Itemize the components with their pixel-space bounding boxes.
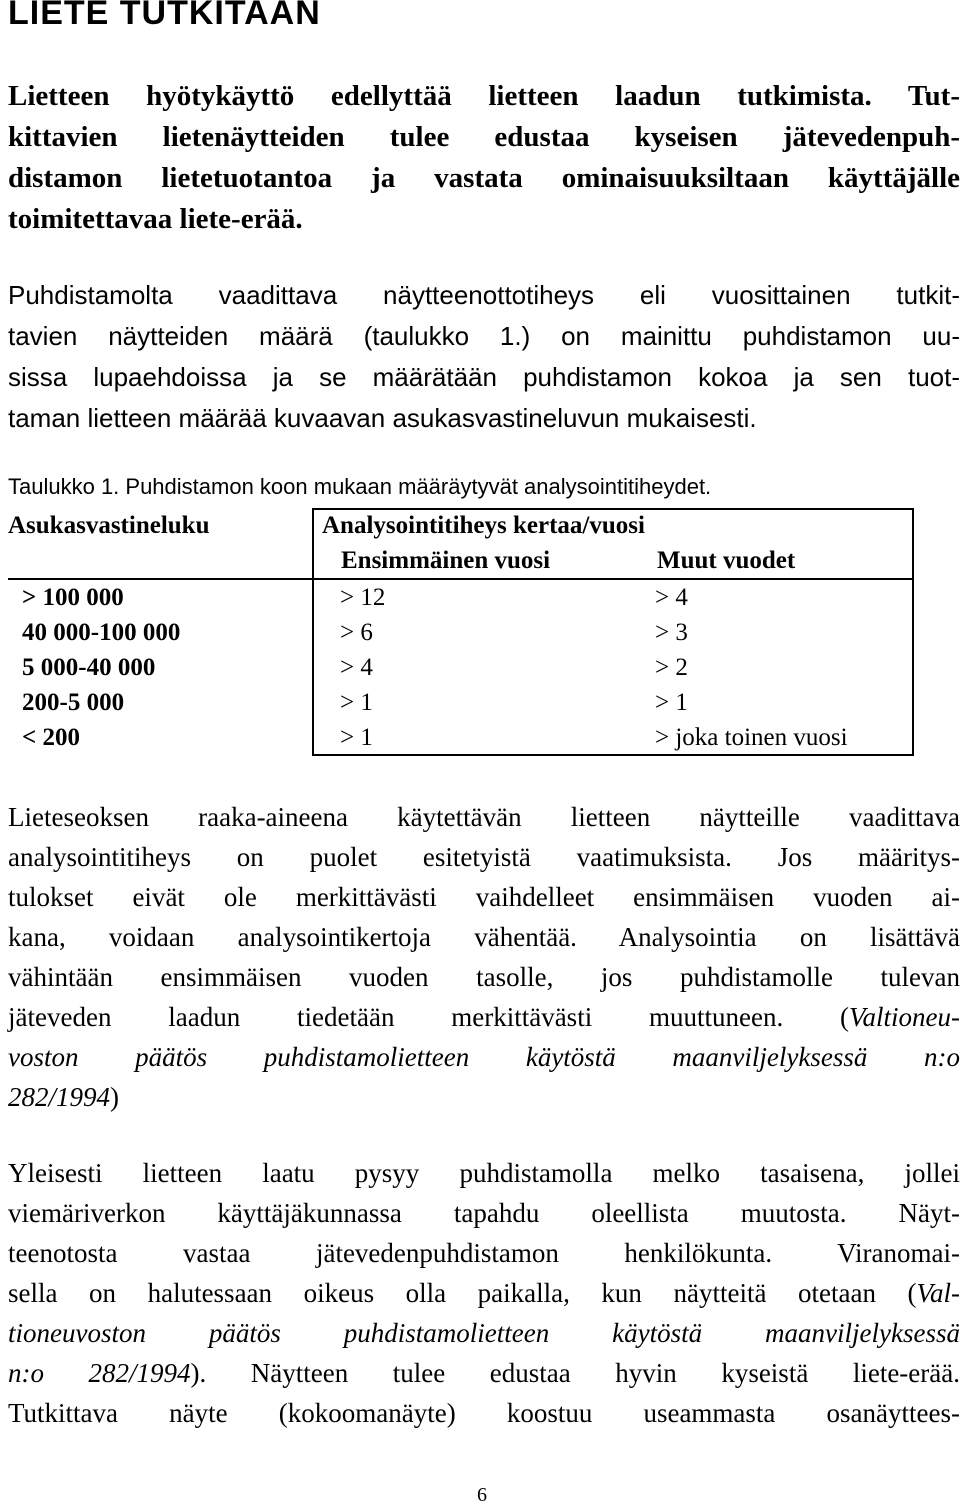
line-text: jäteveden laadun tiedetään merkittävästi muuttuneen. ( [8,1002,850,1032]
paragraph-line: tulokset eivät ole merkittävästi vaihdelleet ensimmäisen vuoden ai- [8,882,960,912]
paragraph-line: Puhdistamolta vaadittava näytteenottotiheys eli vuosittainen tutkit- [8,280,960,310]
table-cell-first-year: > 12 [340,584,386,611]
table-header-population: Asukasvastineluku [8,512,210,539]
line-text: ). Näytteen tulee edustaa hyvin kyseistä liete-erää. [190,1358,960,1388]
table-cell-first-year: > 1 [340,689,373,716]
paragraph-line: taman lietteen määrää kuvaavan asukasvastineluvun mukaisesti. [8,403,757,433]
paragraph-line [8,1077,960,1117]
citation-text: Valtioneu- [849,1002,960,1032]
line-text: ) [110,1082,120,1112]
paragraph-line: analysointitiheys on puolet esitetyistä vaatimuksista. Jos määritys- [8,842,960,872]
intro-line: kittavien lietenäytteiden tulee edustaa kyseisen jätevedenpuh- [8,121,960,153]
paragraph-line: Yleisesti lietteen laatu pysyy puhdistamolla melko tasaisena, jollei [8,1158,960,1188]
paragraph-line [8,1353,960,1393]
table-caption: Taulukko 1. Puhdistamon koon mukaan määräytyvät analysointitiheydet. [8,474,712,499]
citation-line: tioneuvoston päätös puhdistamolietteen käytöstä maanviljelyksessä [8,1318,960,1348]
citation-text: n:o 282/1994 [8,1358,191,1388]
table-header-first-year: Ensimmäinen vuosi [341,547,551,574]
table-cell-population: 5 000-40 000 [22,654,156,681]
table-cell-first-year: > 1 [340,724,373,751]
intro-paragraph [8,76,960,240]
paragraph-sample-quality [8,1153,960,1433]
intro-line: distamon lietetuotantoa ja vastata ominaisuuksiltaan käyttäjälle [8,162,960,194]
paragraph-line [8,1273,960,1313]
section-title: LIETE TUTKITAAN [8,0,321,32]
table-cell-population: < 200 [22,724,80,751]
intro-line: toimitettavaa liete-erää. [8,203,303,235]
table-frame [312,508,914,756]
intro-line: Lietteen hyötykäyttö edellyttää lietteen laadun tutkimista. Tut- [8,80,960,112]
paragraph-sampling-frequency [8,275,960,439]
paragraph-line: Lieteseoksen raaka-aineena käytettävän lietteen näytteille vaadittava [8,802,960,832]
table-cell-population: 40 000-100 000 [22,619,181,646]
paragraph-line: kana, voidaan analysointikertoja vähentää. Analysointia on lisättävä [8,922,960,952]
page-number: 6 [477,1484,487,1506]
table-cell-population: 200-5 000 [22,689,125,716]
line-text: sella on halutessaan oikeus olla paikalla, kun näytteitä otetaan ( [8,1278,917,1308]
paragraph-sludge-mixture [8,797,960,1117]
table-cell-other-years: > 4 [655,584,688,611]
paragraph-line [8,997,960,1037]
table-cell-population: > 100 000 [22,584,124,611]
table-header-divider [8,578,914,580]
table-cell-first-year: > 6 [340,619,373,646]
table-cell-first-year: > 4 [340,654,373,681]
paragraph-line: Tutkittava näyte (kokoomanäyte) koostuu useammasta osanäyttees- [8,1398,960,1428]
table-cell-other-years: > 3 [655,619,688,646]
citation-text: Val- [916,1278,960,1308]
table-cell-other-years: > joka toinen vuosi [655,724,848,751]
paragraph-line: vähintään ensimmäisen vuoden tasolle, jos puhdistamolle tulevan [8,962,960,992]
paragraph-line: tavien näytteiden määrä (taulukko 1.) on mainittu puhdistamon uu- [8,321,960,351]
table-header-other-years: Muut vuodet [657,547,796,574]
table-cell-other-years: > 2 [655,654,688,681]
citation-text: 282/1994 [8,1082,111,1112]
table-cell-other-years: > 1 [655,689,688,716]
citation-line: voston päätös puhdistamolietteen käytöstä maanviljelyksessä n:o [8,1042,960,1072]
paragraph-line: teenotosta vastaa jätevedenpuhdistamon henkilökunta. Viranomai- [8,1238,960,1268]
paragraph-line: sissa lupaehdoissa ja se määrätään puhdistamon kokoa ja sen tuot- [8,362,960,392]
paragraph-line: viemäriverkon käyttäjäkunnassa tapahdu oleellista muutosta. Näyt- [8,1198,960,1228]
table-header-group: Analysointitiheys kertaa/vuosi [322,512,645,539]
